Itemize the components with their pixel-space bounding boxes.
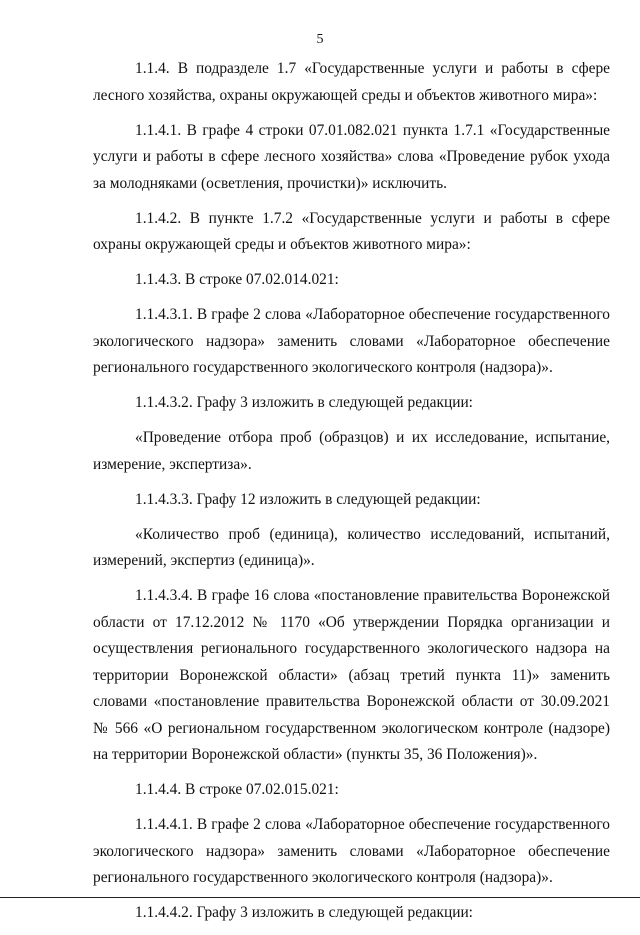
paragraph-1-1-4-3-2: 1.1.4.3.2. Графу 3 изложить в следующей редакции:	[135, 394, 473, 411]
paragraph-1-1-4-4: 1.1.4.4. В строке 07.02.015.021:	[135, 781, 339, 798]
paragraph-1-1-4: 1.1.4. В подразделе 1.7 «Государственные услуги и работы в сфере лесного хозяйства, охраны окружающей среды и объектов животного мира»:	[93, 60, 610, 104]
document-body	[93, 56, 610, 935]
paragraph-1-1-4-3: 1.1.4.3. В строке 07.02.014.021:	[135, 271, 339, 288]
quote-column-3-text: «Проведение отбора проб (образцов) и их исследование, испытание, измерение, экспертиза».	[93, 429, 610, 473]
page-number: 5	[316, 32, 324, 47]
paragraph-1-1-4-4-2: 1.1.4.4.2. Графу 3 изложить в следующей редакции:	[135, 904, 473, 921]
paragraph-1-1-4-3-4: 1.1.4.3.4. В графе 16 слова «постановление правительства Воронежской области от 17.12.2012 № 1170 «Об утверждении Порядка организации и осуществления регионального государственного экологического надзора на территории Воронежской области» (абзац третий пункта 11)» заменить словами «постановление правительства Воронежской области от 30.09.2021 № 566 «О региональном государственном экологическом контроле (надзоре) на территории Воронежской области» (пункты 35, 36 Положения)».	[93, 587, 610, 763]
paragraph-1-1-4-3-3: 1.1.4.3.3. Графу 12 изложить в следующей редакции:	[135, 490, 481, 508]
page-bottom-rule	[0, 897, 640, 898]
paragraph-1-1-4-3-1: 1.1.4.3.1. В графе 2 слова «Лабораторное обеспечение государственного экологического надзора» заменить словами «Лабораторное обеспечение регионального государственного экологического контроля (надзора)».	[93, 306, 610, 376]
paragraph-1-1-4-1: 1.1.4.1. В графе 4 строки 07.01.082.021 пункта 1.7.1 «Государственные услуги и работы в сфере лесного хозяйства» слова «Проведение рубок ухода за молодняками (осветления, прочистки)» исключить.	[93, 121, 610, 192]
quote-column-12-text: «Количество проб (единица), количество исследований, испытаний, измерений, экспертиз (единица)».	[93, 525, 610, 569]
paragraph-1-1-4-2: 1.1.4.2. В пункте 1.7.2 «Государственные услуги и работы в сфере охраны окружающей среды и объектов животного мира»:	[93, 209, 610, 253]
paragraph-1-1-4-4-1: 1.1.4.4.1. В графе 2 слова «Лабораторное обеспечение государственного экологического надзора» заменить словами «Лабораторное обеспечение регионального государственного экологического контроля (надзора)».	[93, 816, 610, 886]
